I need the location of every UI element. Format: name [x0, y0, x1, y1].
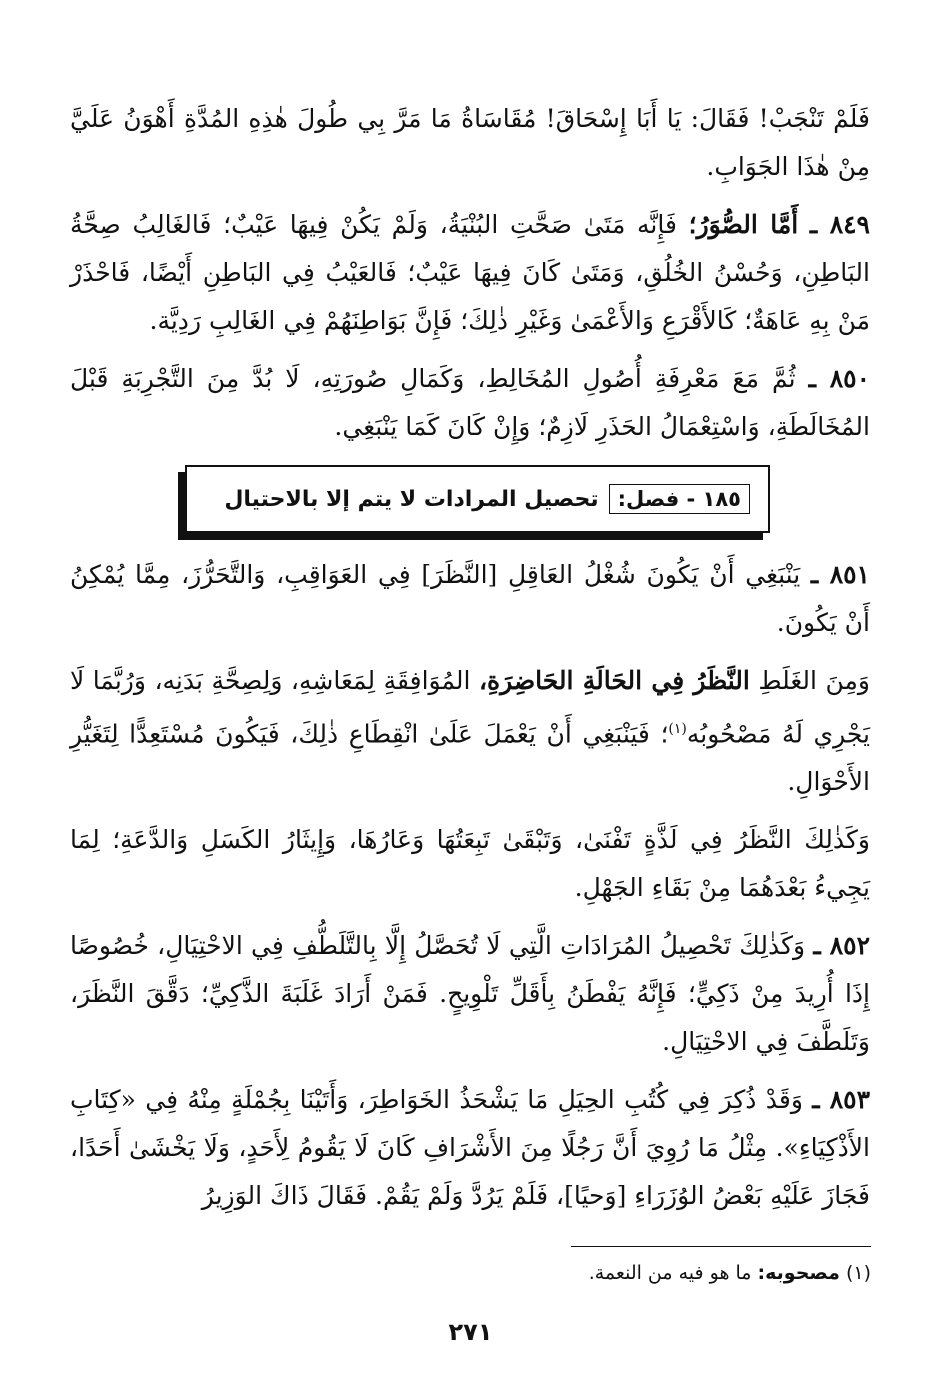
paragraph-852: ٨٥٢ ـ وَكَذٰلِكَ تَحْصِيلُ المُرَادَاتِ الَّتِي لَا تُحَصَّلُ إِلَّا بِالتَّلَطُّفِ فِي الاحْتِيَالِ، خُصُوصًا إِذَا أُرِيدَ مِنْ ذَكِيٍّ؛ فَإِنَّهُ يَفْطَنُ بِأَقَلِّ تَلْوِيحٍ. فَمَنْ أَرَادَ غَلَبَةَ الذَّكِيِّ؛ دَقَّقَ النَّظَرَ، وَتَلَطَّفَ فِي الاحْتِيَالِ. [70, 931, 871, 1057]
section-box [185, 465, 770, 533]
page-number: ٢٧١ [448, 1318, 493, 1346]
paragraph-number: ٨٥٢ ـ [813, 931, 871, 961]
footnote-text: ما هو فيه من النعمة. [588, 1262, 752, 1284]
paragraph-kadhalika: وَكَذٰلِكَ النَّظَرُ فِي لَذَّةٍ تَفْنَىٰ، وَتَبْقَىٰ تَبِعَتُهَا وَعَارُهَا، وَإِيثَارُ الكَسَلِ وَالدَّعَةِ؛ لِمَا يَجِيءُ بَعْدَهُمَا مِنْ بَقَاءِ الجَهْلِ. [70, 825, 870, 903]
paragraph-number: ٨٥١ ـ [810, 560, 870, 589]
footnote-term: مصحوبه: [757, 1262, 840, 1284]
footnote-reference[interactable]: (١) [668, 721, 687, 737]
section-number-label: ١٨٥ - فصل: [609, 484, 750, 514]
section-title: تحصيل المرادات لا يتم إلا بالاحتيال [224, 486, 599, 512]
paragraph-850: ٨٥٠ ـ ثُمَّ مَعَ مَعْرِفَةِ أُصُولِ المُخَالِطِ، وَكَمَالِ صُورَتِهِ، لَا بُدَّ مِنَ التَّجْرِبَةِ قَبْلَ المُخَالَطَةِ، وَاسْتِعْمَالُ الحَذَرِ لَازِمٌ؛ وَإِنْ كَانَ كَمَا يَنْبَغِي. [70, 364, 871, 441]
paragraph-ghalat: وَمِنَ الغَلَطِ النَّظَرُ فِي الحَالَةِ الحَاضِرَةِ، المُوَافِقَةِ لِمَعَاشِهِ، وَلِصِحَّةِ بَدَنِه، وَرُبَّمَا لَا يَجْرِي لَهُ مَصْحُوبُه$^{(١)}$؛ فَيَنْبَغِي أَنْ يَعْمَلَ عَلَىٰ انْقِطَاعِ ذٰلِكَ، فَيَكُونَ مُسْتَعِدًّا لِتَغَيُّرِ الأَحْوَالِ. [70, 666, 871, 797]
page-body [70, 95, 870, 1230]
footnote-marker: (١) [845, 1262, 871, 1284]
footnote [71, 1262, 871, 1284]
bold-term: النَّظَرُ فِي الحَالَةِ الحَاضِرَةِ، [478, 666, 750, 695]
bold-term: أَمَّا الصُّوَرُ؛ [688, 210, 799, 239]
paragraph-849: ٨٤٩ ـ أَمَّا الصُّوَرُ؛ فَإِنَّه مَتَىٰ صَحَّتِ البُنْيَةُ، وَلَمْ يَكُنْ فِيهَا عَيْبٌ؛ فَالغَالِبُ صِحَّةُ البَاطِنِ، وَحُسْنُ الخُلُقِ، وَمَتَىٰ كَانَ فِيهَا عَيْبٌ؛ فَالعَيْبُ فِي البَاطِنِ أَيْضًا، فَاحْذَرْ مَنْ بِهِ عَاهَةٌ؛ كَالأَقْرَعِ وَالأَعْمَىٰ وَغَيْرِ ذٰلِكَ؛ فَإِنَّ بَوَاطِنَهُمْ فِي الغَالِبِ رَدِيَّة. [70, 210, 870, 335]
paragraph-number: ٨٥٣ ـ [812, 1085, 871, 1115]
paragraph-853: ٨٥٣ ـ وَقَدْ ذُكِرَ فِي كُتُبِ الحِيَلِ مَا يَشْحَذُ الخَوَاطِرَ، وَأَتَيْنَا بِجُمْلَةٍ مِنْهُ فِي «كِتَابِ الأَذْكِيَاءِ». مِثْلُ مَا رُوِيَ أَنَّ رَجُلًا مِنَ الأَشْرَافِ كَانَ لَا يَقُومُ لِأَحَدٍ، وَلَا يَخْشَىٰ أَحَدًا، فَجَازَ عَلَيْهِ بَعْضُ الوُزَرَاءِ [وَحيًا]، فَلَمْ يَرُدَّ وَلَمْ يَقُمْ. فَقَالَ ذَاكَ الوَزِيرُ [70, 1085, 871, 1211]
paragraph-number: ٨٥٠ ـ [808, 364, 871, 393]
paragraph-continuation: فَلَمْ تَنْجَبْ! فَقَالَ: يَا أَبَا إِسْحَاقَ! مُقَاسَاةُ مَا مَرَّ بِي طُولَ هٰذِهِ المُدَّةِ أَهْوَنُ عَلَيَّ مِنْ هٰذَا الجَوَابِ. [70, 104, 870, 181]
paragraph-number: ٨٤٩ ـ [809, 210, 870, 239]
paragraph-851: ٨٥١ ـ يَنْبَغِي أَنْ يَكُونَ شُغْلُ العَاقِلِ [النَّظَرَ] فِي العَوَاقِبِ، وَالتَّحَرُّزَ، مِمَّا يُمْكِنُ أَنْ يَكُونَ. [70, 560, 870, 637]
footnote-divider [571, 1246, 871, 1247]
section-heading [70, 465, 870, 543]
